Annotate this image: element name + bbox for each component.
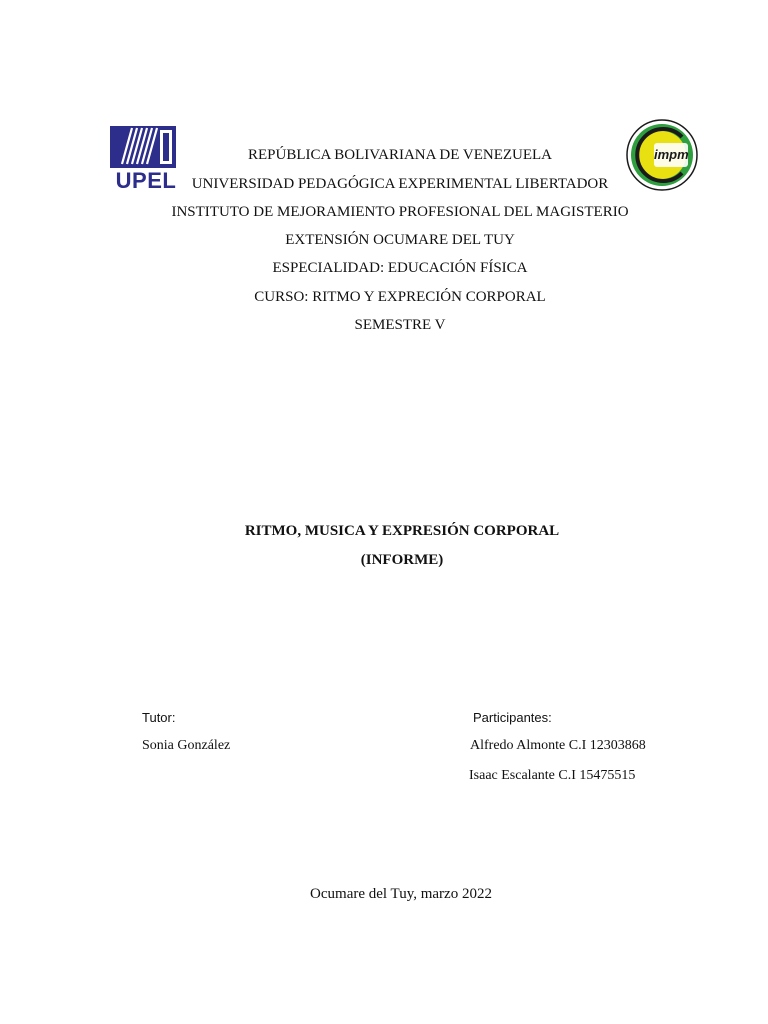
header-line-extension: EXTENSIÓN OCUMARE DEL TUY	[285, 232, 515, 248]
header-line-republic: REPÚBLICA BOLIVARIANA DE VENEZUELA	[247, 147, 553, 163]
participant-name: Isaac Escalante C.I 15475515	[469, 768, 636, 783]
document-title: RITMO, MUSICA Y EXPRESIÓN CORPORAL	[244, 523, 560, 539]
header-line-course: CURSO: RITMO Y EXPRECIÓN CORPORAL	[254, 289, 546, 305]
tutor-name: Sonia González	[142, 738, 231, 753]
header-line-university: UNIVERSIDAD PEDAGÓGICA EXPERIMENTAL LIBERTADOR	[191, 176, 609, 192]
impm-logo-text: impm	[654, 147, 689, 162]
header-line-institute: INSTITUTO DE MEJORAMIENTO PROFESIONAL DEL MAGISTERIO	[171, 204, 629, 220]
document-subtitle: (INFORME)	[360, 552, 444, 568]
header-line-specialty: ESPECIALIDAD: EDUCACIÓN FÍSICA	[272, 260, 528, 276]
participant-name: Alfredo Almonte C.I 12303868	[470, 738, 646, 753]
place-date: Ocumare del Tuy, marzo 2022	[310, 886, 492, 902]
participants-label: Participantes:	[473, 710, 552, 725]
upel-logo-text: UPEL	[115, 168, 177, 193]
header-line-semester: SEMESTRE V	[354, 317, 446, 333]
tutor-label: Tutor:	[142, 710, 176, 725]
